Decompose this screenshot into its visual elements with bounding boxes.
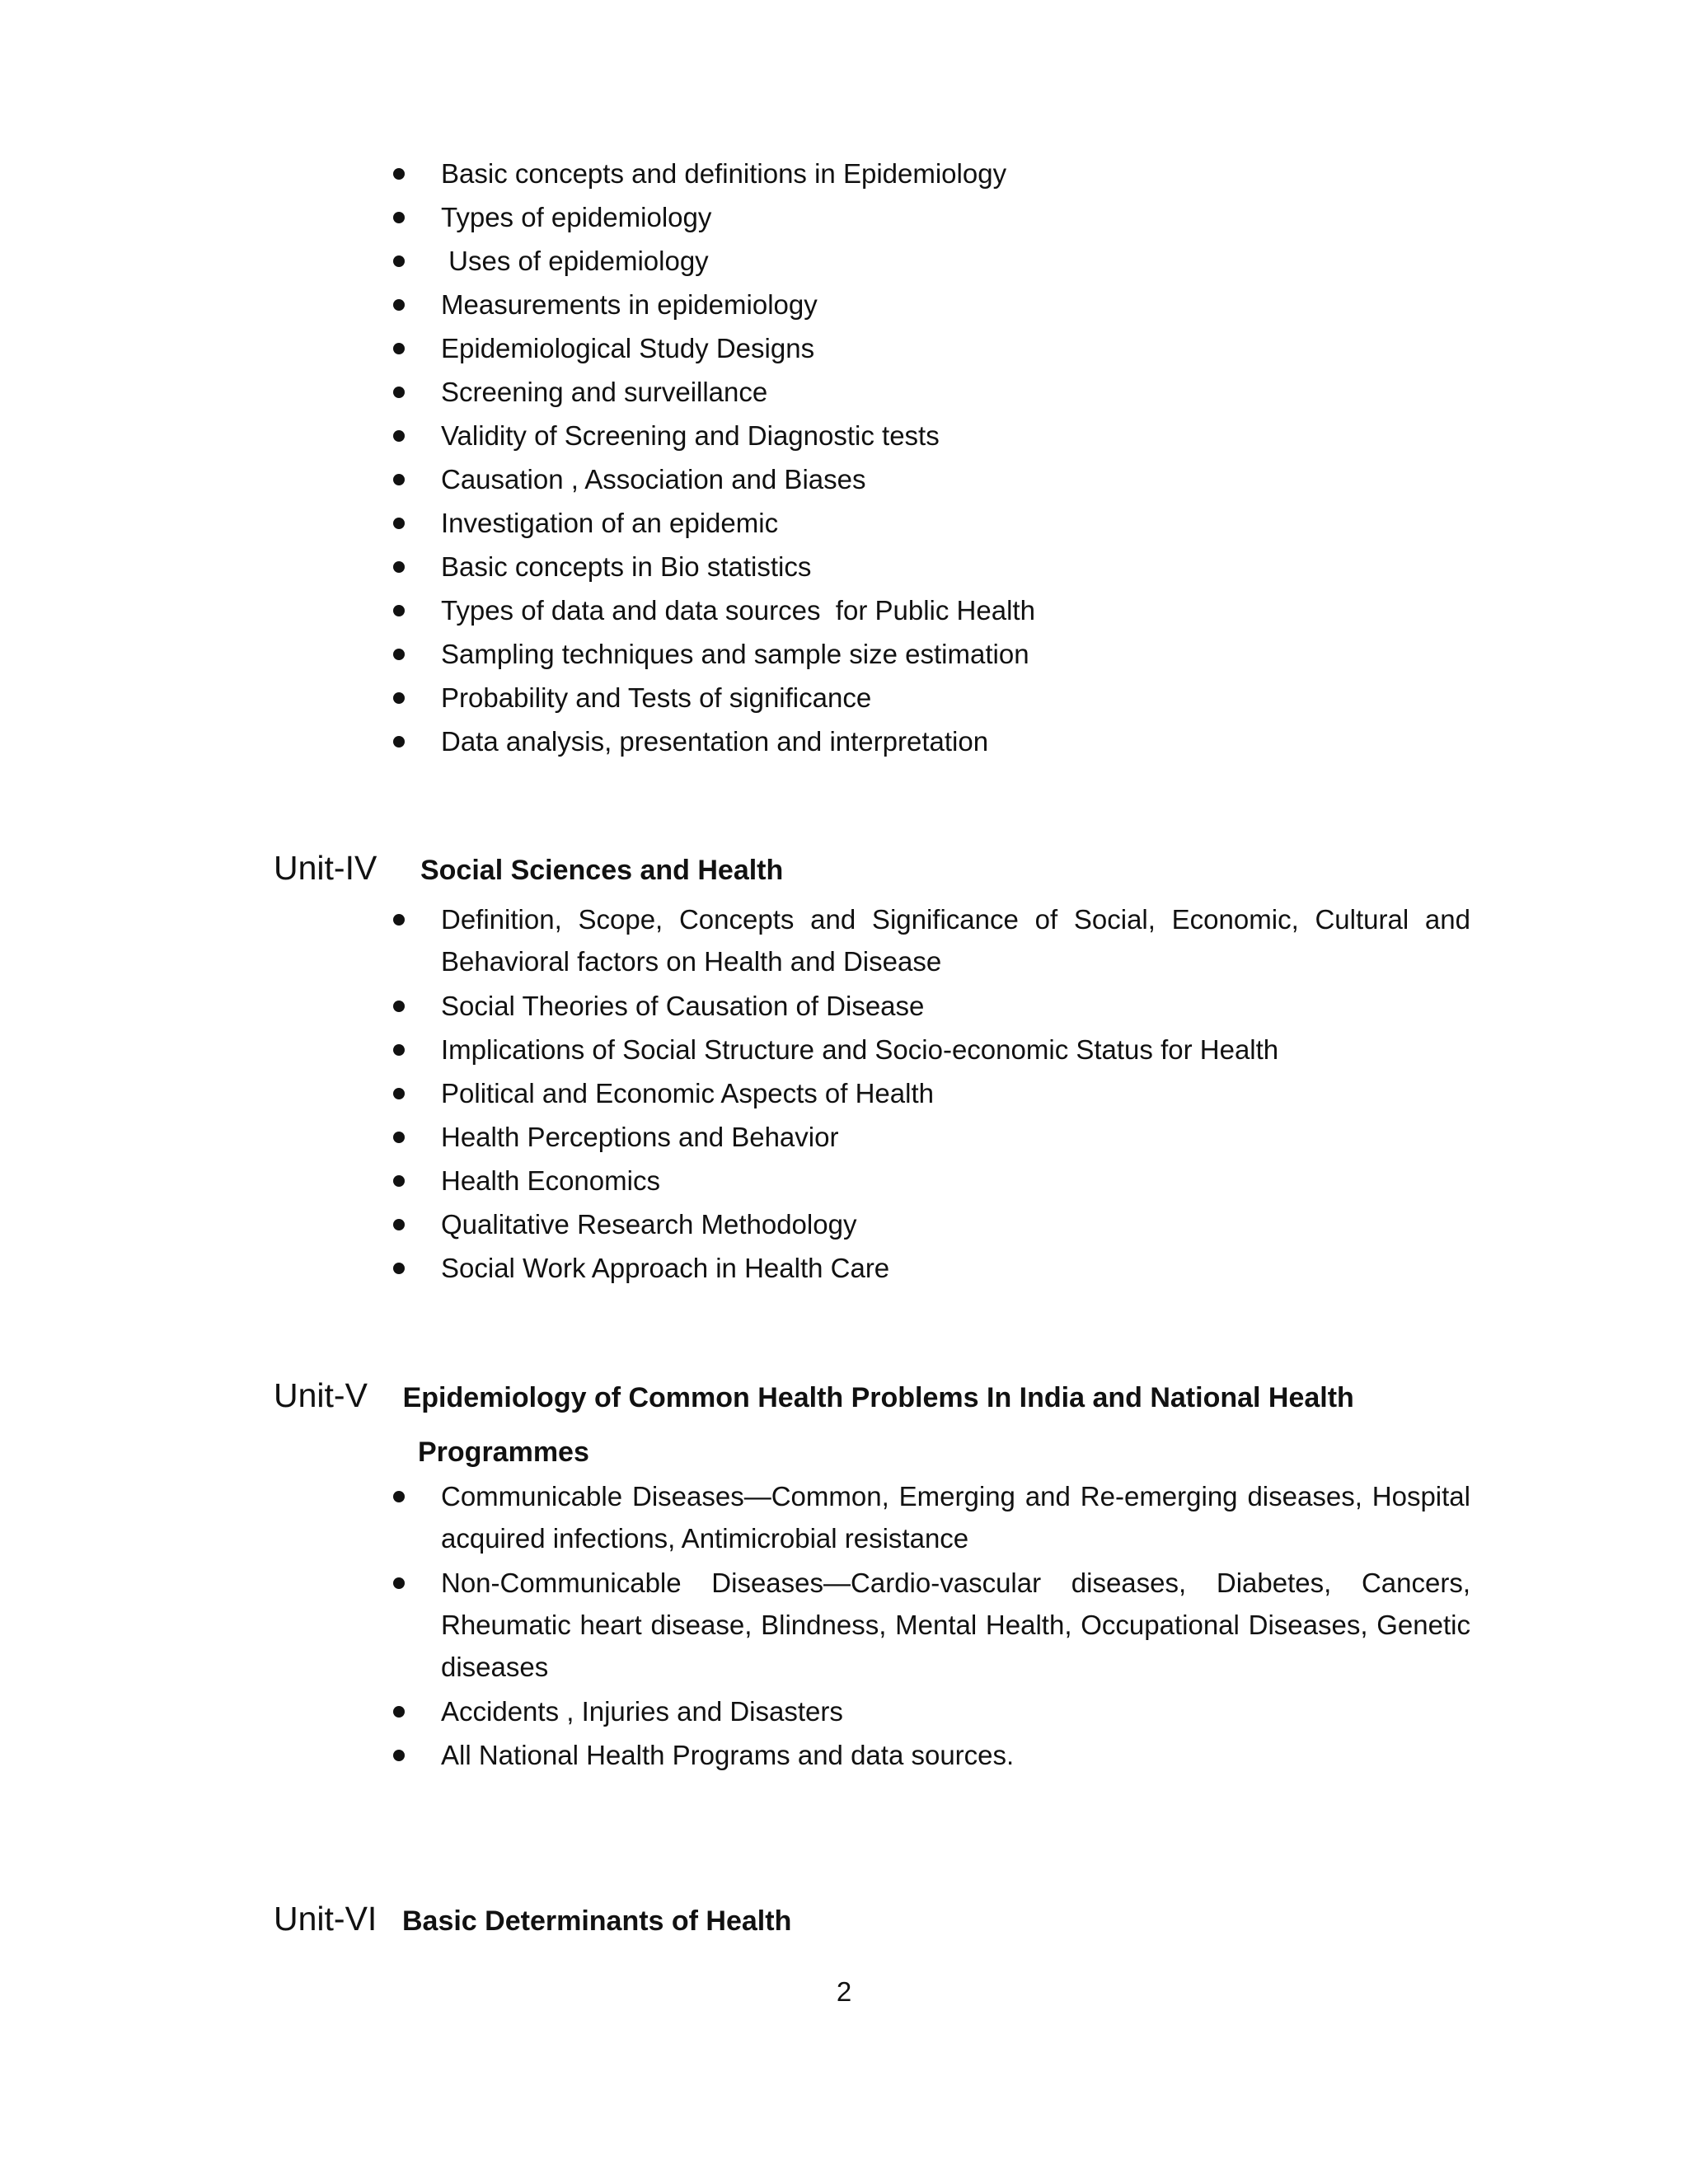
- bullet-icon: [393, 299, 405, 311]
- list-item: Social Work Approach in Health Care: [387, 1247, 1470, 1289]
- list-item: Causation , Association and Biases: [387, 458, 1470, 500]
- list-item: Probability and Tests of significance: [387, 677, 1470, 719]
- list-item: Definition, Scope, Concepts and Significance of Social, Economic, Cultural and Behavioral factors on Health and Disease: [387, 898, 1470, 982]
- list-item: All National Health Programs and data sources.: [387, 1734, 1470, 1776]
- unit-vi-code: Unit-VI: [274, 1900, 377, 1938]
- bullet-icon: [393, 343, 405, 354]
- bullet-icon: [393, 649, 405, 660]
- bullet-icon: [393, 736, 405, 748]
- bullet-icon: [393, 1044, 405, 1056]
- unit-iii-topic-list: [387, 152, 1470, 764]
- bullet-icon: [393, 430, 405, 442]
- bullet-icon: [393, 692, 405, 704]
- unit-iv-title: Social Sciences and Health: [420, 855, 784, 886]
- list-item: Screening and surveillance: [387, 371, 1470, 413]
- bullet-icon: [393, 387, 405, 398]
- list-item: Epidemiological Study Designs: [387, 327, 1470, 369]
- bullet-icon: [393, 255, 405, 267]
- list-item: Social Theories of Causation of Disease: [387, 985, 1470, 1027]
- unit-iv-heading: [274, 849, 783, 888]
- bullet-icon: [393, 1750, 405, 1761]
- unit-v-heading: [274, 1376, 1354, 1415]
- list-item: Health Economics: [387, 1160, 1470, 1202]
- unit-v-code: Unit-V: [274, 1376, 368, 1414]
- list-item: Data analysis, presentation and interpretation: [387, 720, 1470, 762]
- list-item: Qualitative Research Methodology: [387, 1203, 1470, 1245]
- page-number: 2: [836, 1976, 852, 2007]
- list-item: Investigation of an epidemic: [387, 502, 1470, 544]
- list-item: Basic concepts in Bio statistics: [387, 546, 1470, 588]
- bullet-icon: [393, 1491, 405, 1502]
- list-item: Implications of Social Structure and Socio-economic Status for Health: [387, 1029, 1470, 1071]
- bullet-icon: [393, 212, 405, 223]
- list-item: Sampling techniques and sample size estimation: [387, 633, 1470, 675]
- list-item: Communicable Diseases—Common, Emerging and Re-emerging diseases, Hospital acquired infections, Antimicrobial resistance: [387, 1475, 1470, 1559]
- bullet-icon: [393, 914, 405, 926]
- list-item: Uses of epidemiology: [387, 240, 1470, 282]
- bullet-icon: [393, 1263, 405, 1274]
- bullet-icon: [393, 1577, 405, 1589]
- bullet-icon: [393, 561, 405, 573]
- bullet-icon: [393, 1132, 405, 1143]
- list-item: Basic concepts and definitions in Epidemiology: [387, 152, 1470, 194]
- bullet-icon: [393, 1219, 405, 1230]
- unit-v-title-continued: Programmes: [418, 1436, 589, 1468]
- bullet-icon: [393, 1088, 405, 1099]
- bullet-icon: [393, 474, 405, 485]
- list-item: Types of epidemiology: [387, 196, 1470, 238]
- list-item: Validity of Screening and Diagnostic tests: [387, 415, 1470, 457]
- list-item: Types of data and data sources for Public Health: [387, 589, 1470, 631]
- unit-iv-topic-list: [387, 898, 1470, 1291]
- list-item: Accidents , Injuries and Disasters: [387, 1690, 1470, 1732]
- unit-v-topic-list: [387, 1475, 1470, 1778]
- list-item: Measurements in epidemiology: [387, 284, 1470, 326]
- list-item: Health Perceptions and Behavior: [387, 1116, 1470, 1158]
- bullet-icon: [393, 518, 405, 529]
- bullet-icon: [393, 1001, 405, 1012]
- unit-vi-heading: [274, 1900, 791, 1938]
- bullet-icon: [393, 1706, 405, 1718]
- unit-vi-title: Basic Determinants of Health: [401, 1905, 792, 1937]
- list-item: Political and Economic Aspects of Health: [387, 1072, 1470, 1114]
- bullet-icon: [393, 1175, 405, 1187]
- list-item: Non-Communicable Diseases—Cardio-vascular diseases, Diabetes, Cancers, Rheumatic heart disease, Blindness, Mental Health, Occupational Diseases, Genetic diseases: [387, 1562, 1470, 1688]
- unit-v-title: Epidemiology of Common Health Problems In India and National Health: [402, 1382, 1354, 1413]
- unit-iv-code: Unit-IV: [274, 849, 377, 887]
- bullet-icon: [393, 605, 405, 616]
- bullet-icon: [393, 168, 405, 180]
